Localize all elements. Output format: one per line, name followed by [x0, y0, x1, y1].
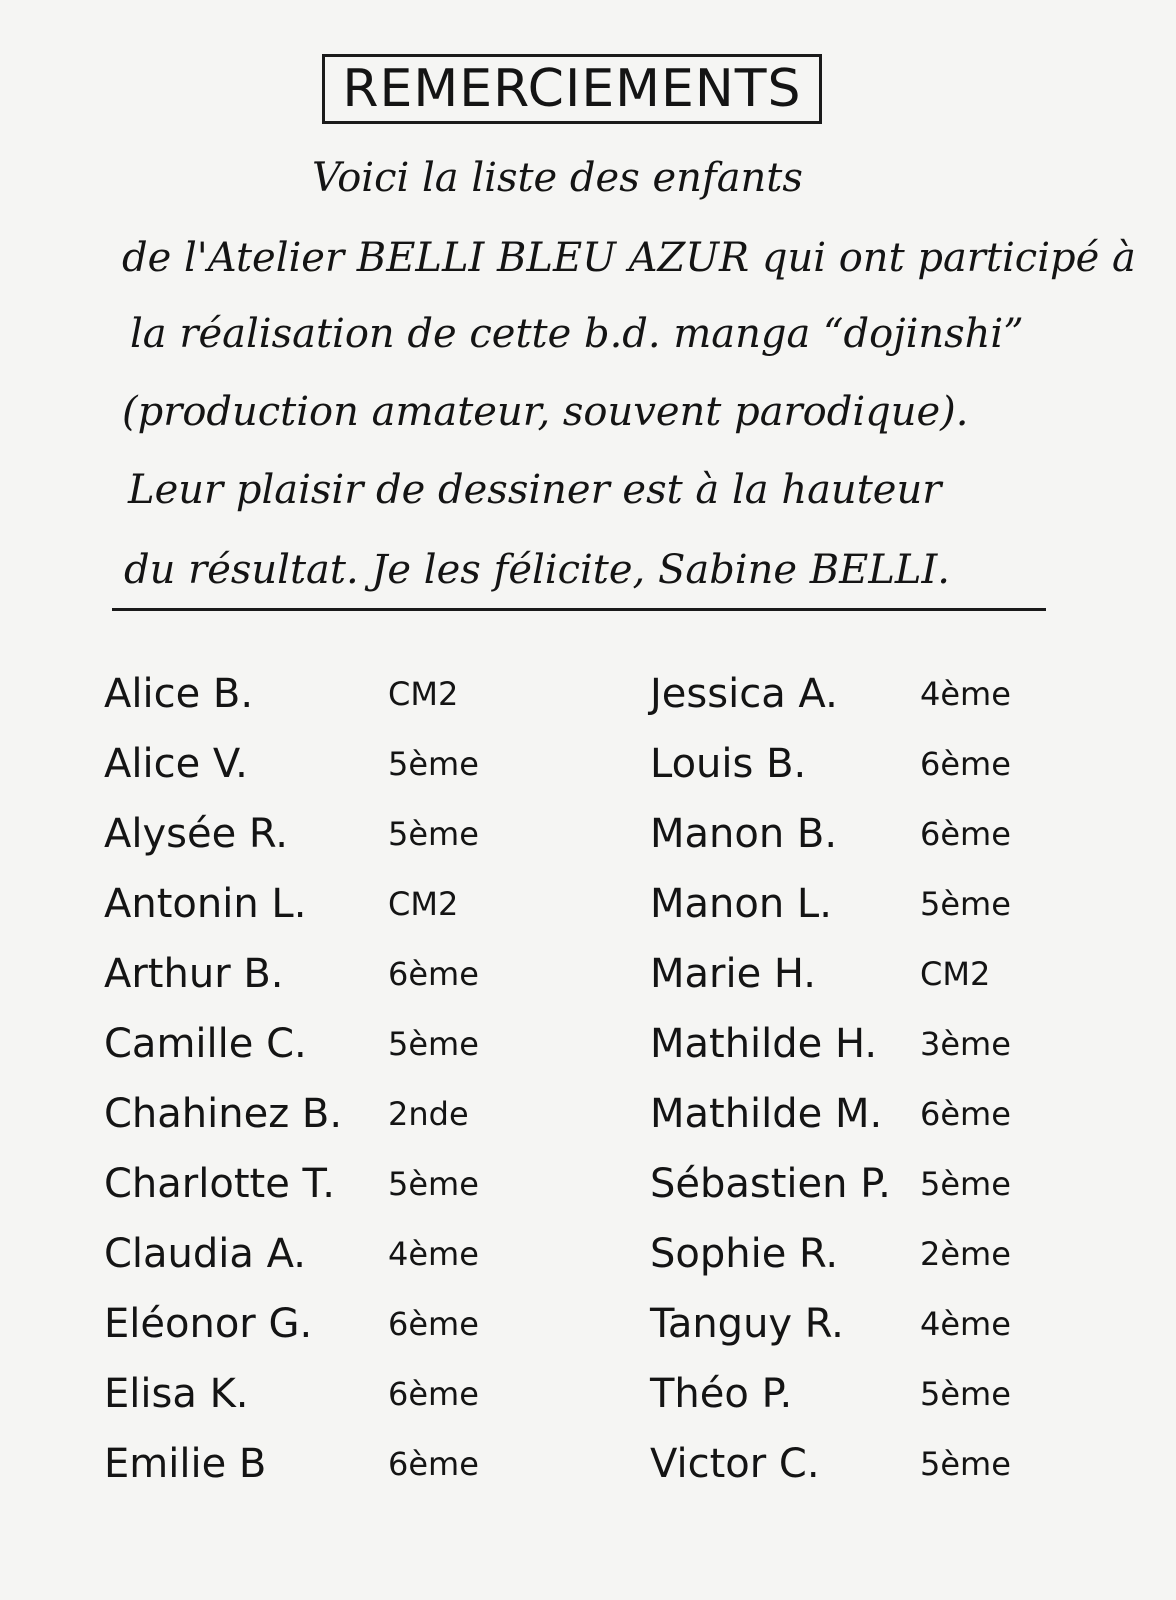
participant-name: Emilie B	[104, 1441, 267, 1487]
participant-name: Louis B.	[650, 741, 807, 787]
intro-line: (production amateur, souvent parodique).	[122, 389, 969, 435]
participant-name: Manon L.	[650, 881, 832, 927]
participant-name: Camille C.	[104, 1021, 307, 1067]
participant-grade: 4ème	[388, 1235, 479, 1273]
participant-name: Eléonor G.	[104, 1301, 313, 1347]
participant-grade: 5ème	[388, 815, 479, 853]
participant-name: Alice B.	[104, 671, 254, 717]
participant-name: Mathilde H.	[650, 1021, 878, 1067]
participant-grade: 3ème	[920, 1025, 1011, 1063]
participant-grade: CM2	[388, 885, 459, 923]
participant-name: Alysée R.	[104, 811, 289, 857]
participant-name: Chahinez B.	[104, 1091, 343, 1137]
page-title: REMERCIEMENTS	[342, 59, 802, 119]
title-box	[322, 54, 822, 124]
participant-grade: 5ème	[920, 885, 1011, 923]
participant-grade: 6ème	[388, 1445, 479, 1483]
participant-grade: 5ème	[388, 1025, 479, 1063]
participant-grade: 6ème	[388, 1375, 479, 1413]
participant-name: Charlotte T.	[104, 1161, 335, 1207]
participant-grade: 4ème	[920, 1305, 1011, 1343]
participant-grade: 5ème	[920, 1445, 1011, 1483]
divider-line	[112, 608, 1046, 611]
participant-name: Marie H.	[650, 951, 816, 997]
participant-grade: 6ème	[920, 745, 1011, 783]
participant-name: Mathilde M.	[650, 1091, 883, 1137]
participant-grade: 6ème	[388, 1305, 479, 1343]
participant-name: Manon B.	[650, 811, 838, 857]
participant-name: Elisa K.	[104, 1371, 249, 1417]
participant-grade: 6ème	[920, 1095, 1011, 1133]
intro-line: la réalisation de cette b.d. manga “dojinshi”	[130, 311, 1024, 357]
participant-name: Sébastien P.	[650, 1161, 891, 1207]
participant-grade: 2nde	[388, 1095, 469, 1133]
participant-grade: 5ème	[388, 745, 479, 783]
participant-grade: 2ème	[920, 1235, 1011, 1273]
intro-line: Voici la liste des enfants	[312, 155, 803, 201]
participant-grade: 6ème	[920, 815, 1011, 853]
participant-name: Victor C.	[650, 1441, 820, 1487]
participant-name: Arthur B.	[104, 951, 284, 997]
participant-name: Antonin L.	[104, 881, 307, 927]
participant-grade: CM2	[388, 675, 459, 713]
participant-name: Alice V.	[104, 741, 248, 787]
participant-name: Sophie R.	[650, 1231, 839, 1277]
intro-line: Leur plaisir de dessiner est à la hauteur	[128, 467, 942, 513]
participant-grade: 6ème	[388, 955, 479, 993]
participant-name: Tanguy R.	[650, 1301, 844, 1347]
participant-grade: 5ème	[920, 1165, 1011, 1203]
participant-grade: 5ème	[388, 1165, 479, 1203]
participant-name: Jessica A.	[650, 671, 838, 717]
participant-name: Théo P.	[650, 1371, 793, 1417]
participant-grade: 5ème	[920, 1375, 1011, 1413]
intro-line: de l'Atelier BELLI BLEU AZUR qui ont participé à	[122, 235, 1136, 281]
intro-line: du résultat. Je les félicite, Sabine BELLI.	[124, 547, 950, 593]
participant-grade: CM2	[920, 955, 991, 993]
participant-grade: 4ème	[920, 675, 1011, 713]
participant-name: Claudia A.	[104, 1231, 307, 1277]
